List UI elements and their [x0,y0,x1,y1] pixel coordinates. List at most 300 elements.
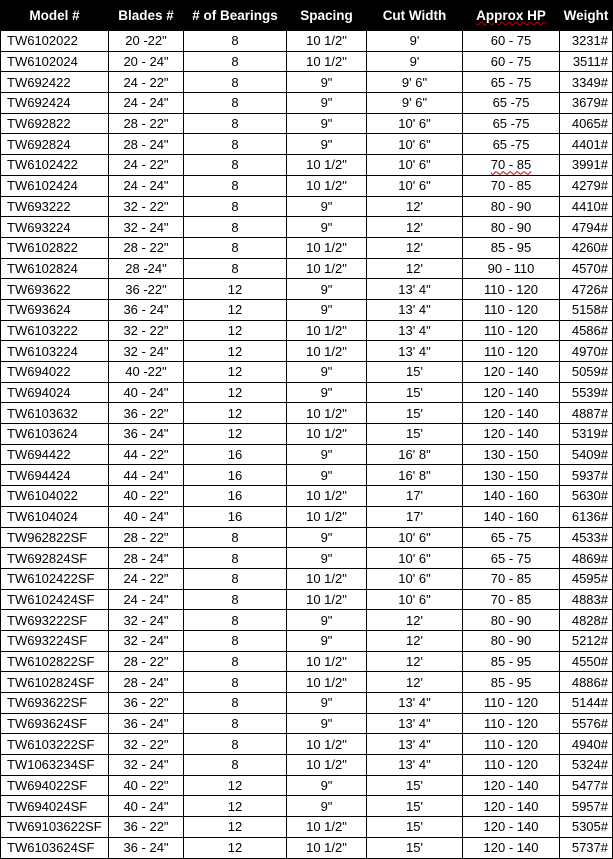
cell-model: TW693622SF [1,693,109,714]
cell-spacing: 10 1/2" [287,403,367,424]
cell-model: TW6102822 [1,237,109,258]
cell-bearings: 16 [184,506,287,527]
cell-blades: 36 - 22" [109,403,184,424]
table-body [1,31,613,859]
cell-weight: 4970# [560,341,613,362]
cell-weight: 5158# [560,299,613,320]
cell-weight: 5305# [560,817,613,838]
cell-cut-width: 15' [367,424,463,445]
table-row [1,320,613,341]
header-blades: Blades # [109,1,184,31]
cell-weight: 5059# [560,362,613,383]
cell-cut-width: 9' [367,51,463,72]
cell-model: TW1063234SF [1,755,109,776]
cell-weight: 4279# [560,175,613,196]
table-row [1,527,613,548]
cell-spacing: 9" [287,362,367,383]
cell-approx-hp: 80 - 90 [463,217,560,238]
table-row [1,258,613,279]
cell-cut-width: 13' 4" [367,299,463,320]
cell-blades: 40 - 24" [109,506,184,527]
cell-model: TW6102824SF [1,672,109,693]
cell-cut-width: 16' 8" [367,444,463,465]
cell-weight: 4401# [560,134,613,155]
cell-cut-width: 10' 6" [367,175,463,196]
cell-blades: 40 - 24" [109,382,184,403]
cell-approx-hp: 70 - 85 [463,175,560,196]
cell-spacing: 9" [287,279,367,300]
cell-spacing: 9" [287,382,367,403]
header-approx-hp-label: Approx HP [476,8,546,23]
table-row [1,424,613,445]
cell-blades: 24 - 22" [109,72,184,93]
cell-weight: 5957# [560,796,613,817]
cell-spacing: 10 1/2" [287,155,367,176]
cell-model: TW6102422SF [1,568,109,589]
cell-bearings: 8 [184,755,287,776]
cell-cut-width: 12' [367,651,463,672]
table-row [1,672,613,693]
cell-bearings: 8 [184,134,287,155]
cell-weight: 3679# [560,93,613,114]
cell-approx-hp: 110 - 120 [463,279,560,300]
cell-bearings: 8 [184,713,287,734]
cell-weight: 4065# [560,113,613,134]
cell-approx-hp: 65 -75 [463,113,560,134]
cell-blades: 44 - 24" [109,465,184,486]
cell-weight: 4869# [560,548,613,569]
cell-spacing: 9" [287,465,367,486]
cell-spacing: 9" [287,93,367,114]
cell-model: TW692422 [1,72,109,93]
cell-spacing: 10 1/2" [287,31,367,52]
cell-spacing: 10 1/2" [287,258,367,279]
cell-approx-hp: 80 - 90 [463,196,560,217]
cell-cut-width: 9' 6" [367,72,463,93]
table-row [1,796,613,817]
cell-weight: 3231# [560,31,613,52]
cell-bearings: 8 [184,31,287,52]
cell-weight: 3511# [560,51,613,72]
cell-weight: 5409# [560,444,613,465]
cell-approx-hp: 120 - 140 [463,424,560,445]
cell-bearings: 12 [184,362,287,383]
cell-approx-hp: 120 - 140 [463,837,560,858]
table-row [1,279,613,300]
cell-model: TW69103622SF [1,817,109,838]
cell-approx-hp: 110 - 120 [463,320,560,341]
cell-blades: 40 -22" [109,362,184,383]
cell-model: TW693624SF [1,713,109,734]
cell-approx-hp: 90 - 110 [463,258,560,279]
cell-spacing: 9" [287,796,367,817]
cell-approx-hp: 85 - 95 [463,651,560,672]
cell-approx-hp: 65 - 75 [463,72,560,93]
cell-model: TW6104022 [1,486,109,507]
table-row [1,362,613,383]
cell-blades: 28 - 24" [109,548,184,569]
header-spacing: Spacing [287,1,367,31]
table-row [1,175,613,196]
table-row [1,134,613,155]
table-row [1,341,613,362]
cell-cut-width: 17' [367,486,463,507]
cell-approx-hp: 80 - 90 [463,630,560,651]
cell-model: TW693622 [1,279,109,300]
table-row [1,382,613,403]
cell-approx-hp: 80 - 90 [463,610,560,631]
cell-blades: 28 - 22" [109,237,184,258]
cell-model: TW694024 [1,382,109,403]
cell-approx-hp: 110 - 120 [463,755,560,776]
cell-model: TW692824 [1,134,109,155]
cell-bearings: 8 [184,113,287,134]
header-cut-width: Cut Width [367,1,463,31]
cell-cut-width: 12' [367,630,463,651]
cell-blades: 36 - 24" [109,837,184,858]
cell-blades: 36 - 22" [109,817,184,838]
cell-spacing: 10 1/2" [287,424,367,445]
cell-approx-hp: 110 - 120 [463,713,560,734]
cell-bearings: 12 [184,837,287,858]
table-row [1,155,613,176]
cell-blades: 24 - 24" [109,93,184,114]
cell-spacing: 9" [287,610,367,631]
cell-spacing: 10 1/2" [287,672,367,693]
cell-approx-hp: 65 - 75 [463,548,560,569]
cell-weight: 5144# [560,693,613,714]
cell-weight: 4886# [560,672,613,693]
cell-approx-hp: 110 - 120 [463,341,560,362]
cell-weight: 5477# [560,775,613,796]
cell-spacing: 9" [287,527,367,548]
cell-blades: 32 - 24" [109,610,184,631]
cell-spacing: 10 1/2" [287,486,367,507]
cell-cut-width: 9' 6" [367,93,463,114]
header-weight: Weight [560,1,613,31]
cell-approx-hp-text: 70 - 85 [490,157,532,173]
cell-blades: 28 - 24" [109,134,184,155]
cell-approx-hp: 110 - 120 [463,734,560,755]
cell-approx-hp: 110 - 120 [463,299,560,320]
cell-weight: 4595# [560,568,613,589]
cell-approx-hp: 140 - 160 [463,506,560,527]
cell-cut-width: 12' [367,237,463,258]
table-row [1,486,613,507]
cell-blades: 36 - 24" [109,713,184,734]
table-row [1,755,613,776]
cell-approx-hp: 120 - 140 [463,775,560,796]
cell-cut-width: 12' [367,610,463,631]
cell-cut-width: 13' 4" [367,341,463,362]
cell-cut-width: 12' [367,217,463,238]
cell-approx-hp: 60 - 75 [463,31,560,52]
cell-weight: 4586# [560,320,613,341]
cell-blades: 32 - 24" [109,630,184,651]
cell-bearings: 8 [184,589,287,610]
cell-blades: 28 - 22" [109,651,184,672]
cell-weight: 3349# [560,72,613,93]
cell-spacing: 9" [287,775,367,796]
cell-approx-hp: 60 - 75 [463,51,560,72]
cell-cut-width: 10' 6" [367,589,463,610]
cell-blades: 28 -24" [109,258,184,279]
table-row [1,217,613,238]
table-row [1,817,613,838]
cell-weight: 4940# [560,734,613,755]
cell-spacing: 9" [287,444,367,465]
cell-bearings: 8 [184,672,287,693]
cell-cut-width: 10' 6" [367,113,463,134]
table-row [1,403,613,424]
cell-spacing: 9" [287,217,367,238]
table-row [1,72,613,93]
cell-weight: 4887# [560,403,613,424]
cell-spacing: 10 1/2" [287,589,367,610]
cell-approx-hp: 85 - 95 [463,672,560,693]
cell-cut-width: 10' 6" [367,155,463,176]
cell-blades: 40 - 22" [109,775,184,796]
cell-blades: 24 - 24" [109,175,184,196]
cell-cut-width: 13' 4" [367,279,463,300]
cell-cut-width: 13' 4" [367,734,463,755]
cell-cut-width: 17' [367,506,463,527]
cell-approx-hp: 65 -75 [463,93,560,114]
cell-model: TW6103222 [1,320,109,341]
cell-weight: 3991# [560,155,613,176]
header-row [1,1,613,31]
table-row [1,299,613,320]
cell-spacing: 10 1/2" [287,755,367,776]
cell-weight: 4533# [560,527,613,548]
table-row [1,506,613,527]
cell-spacing: 9" [287,134,367,155]
cell-weight: 4726# [560,279,613,300]
cell-cut-width: 15' [367,362,463,383]
cell-model: TW6103632 [1,403,109,424]
cell-bearings: 8 [184,258,287,279]
cell-bearings: 8 [184,568,287,589]
cell-cut-width: 13' 4" [367,693,463,714]
cell-blades: 20 -22" [109,31,184,52]
cell-bearings: 12 [184,424,287,445]
cell-blades: 36 - 24" [109,424,184,445]
cell-model: TW6103222SF [1,734,109,755]
cell-model: TW6102022 [1,31,109,52]
cell-bearings: 16 [184,465,287,486]
cell-bearings: 8 [184,175,287,196]
cell-cut-width: 12' [367,196,463,217]
cell-bearings: 12 [184,817,287,838]
cell-bearings: 8 [184,651,287,672]
table-row [1,610,613,631]
cell-cut-width: 15' [367,775,463,796]
table-row [1,51,613,72]
cell-bearings: 8 [184,217,287,238]
cell-bearings: 12 [184,382,287,403]
cell-model: TW693624 [1,299,109,320]
cell-blades: 32 - 22" [109,320,184,341]
cell-spacing: 9" [287,113,367,134]
cell-spacing: 10 1/2" [287,837,367,858]
cell-weight: 5737# [560,837,613,858]
cell-weight: 4794# [560,217,613,238]
table-row [1,837,613,858]
cell-bearings: 8 [184,155,287,176]
cell-spacing: 10 1/2" [287,568,367,589]
cell-spacing: 10 1/2" [287,817,367,838]
cell-blades: 20 - 24" [109,51,184,72]
header-approx-hp [463,1,560,31]
table-row [1,196,613,217]
table-row [1,465,613,486]
cell-approx-hp: 65 -75 [463,134,560,155]
cell-model: TW694424 [1,465,109,486]
cell-blades: 36 -22" [109,279,184,300]
cell-cut-width: 16' 8" [367,465,463,486]
cell-cut-width: 12' [367,258,463,279]
cell-bearings: 12 [184,279,287,300]
cell-blades: 32 - 22" [109,196,184,217]
cell-model: TW6102424 [1,175,109,196]
cell-approx-hp: 120 - 140 [463,403,560,424]
table-row [1,589,613,610]
cell-model: TW693224SF [1,630,109,651]
cell-weight: 5212# [560,630,613,651]
cell-cut-width: 15' [367,817,463,838]
cell-blades: 32 - 24" [109,755,184,776]
cell-spacing: 9" [287,72,367,93]
cell-bearings: 8 [184,72,287,93]
cell-approx-hp: 130 - 150 [463,465,560,486]
cell-blades: 36 - 24" [109,299,184,320]
cell-cut-width: 13' 4" [367,713,463,734]
cell-approx-hp: 110 - 120 [463,693,560,714]
cell-model: TW6104024 [1,506,109,527]
cell-model: TW6102822SF [1,651,109,672]
cell-cut-width: 12' [367,672,463,693]
cell-model: TW693222SF [1,610,109,631]
cell-model: TW6102024 [1,51,109,72]
table-row [1,444,613,465]
cell-model: TW962822SF [1,527,109,548]
cell-spacing: 9" [287,196,367,217]
table-row [1,734,613,755]
cell-approx-hp: 140 - 160 [463,486,560,507]
cell-approx-hp: 130 - 150 [463,444,560,465]
table-row [1,93,613,114]
cell-approx-hp: 65 - 75 [463,527,560,548]
cell-bearings: 8 [184,548,287,569]
cell-weight: 5539# [560,382,613,403]
cell-spacing: 10 1/2" [287,734,367,755]
cell-approx-hp: 85 - 95 [463,237,560,258]
cell-cut-width: 13' 4" [367,755,463,776]
cell-bearings: 8 [184,630,287,651]
cell-cut-width: 10' 6" [367,548,463,569]
cell-bearings: 12 [184,341,287,362]
table-row [1,568,613,589]
table-row [1,651,613,672]
header-model: Model # [1,1,109,31]
cell-model: TW6103624SF [1,837,109,858]
cell-model: TW6102424SF [1,589,109,610]
cell-blades: 32 - 24" [109,341,184,362]
cell-bearings: 12 [184,320,287,341]
cell-bearings: 8 [184,93,287,114]
cell-blades: 32 - 24" [109,217,184,238]
cell-bearings: 8 [184,196,287,217]
cell-approx-hp: 70 - 85 [463,568,560,589]
cell-blades: 24 - 24" [109,589,184,610]
table-row [1,713,613,734]
cell-spacing: 10 1/2" [287,237,367,258]
cell-cut-width: 10' 6" [367,134,463,155]
cell-spacing: 9" [287,713,367,734]
cell-bearings: 12 [184,775,287,796]
cell-cut-width: 10' 6" [367,527,463,548]
cell-weight: 4410# [560,196,613,217]
cell-bearings: 8 [184,693,287,714]
cell-model: TW692822 [1,113,109,134]
cell-spacing: 9" [287,548,367,569]
cell-spacing: 10 1/2" [287,506,367,527]
cell-model: TW692424 [1,93,109,114]
cell-model: TW694024SF [1,796,109,817]
cell-bearings: 16 [184,444,287,465]
cell-blades: 44 - 22" [109,444,184,465]
cell-blades: 40 - 22" [109,486,184,507]
cell-weight: 6136# [560,506,613,527]
cell-spacing: 10 1/2" [287,51,367,72]
cell-blades: 40 - 24" [109,796,184,817]
cell-bearings: 8 [184,51,287,72]
table-row [1,113,613,134]
cell-bearings: 8 [184,237,287,258]
cell-cut-width: 15' [367,796,463,817]
cell-cut-width: 10' 6" [367,568,463,589]
cell-blades: 32 - 22" [109,734,184,755]
cell-approx-hp [463,155,560,176]
cell-model: TW6103224 [1,341,109,362]
cell-blades: 24 - 22" [109,568,184,589]
cell-approx-hp: 120 - 140 [463,796,560,817]
cell-blades: 28 - 24" [109,672,184,693]
cell-blades: 36 - 22" [109,693,184,714]
cell-weight: 4828# [560,610,613,631]
cell-blades: 28 - 22" [109,527,184,548]
cell-model: TW693222 [1,196,109,217]
cell-bearings: 8 [184,734,287,755]
cell-model: TW6103624 [1,424,109,445]
cell-blades: 28 - 22" [109,113,184,134]
cell-bearings: 16 [184,486,287,507]
cell-cut-width: 13' 4" [367,320,463,341]
cell-weight: 4550# [560,651,613,672]
cell-weight: 4260# [560,237,613,258]
cell-bearings: 8 [184,610,287,631]
cell-weight: 4883# [560,589,613,610]
cell-bearings: 12 [184,403,287,424]
cell-model: TW694022 [1,362,109,383]
table-row [1,548,613,569]
cell-cut-width: 15' [367,403,463,424]
header-bearings: # of Bearings [184,1,287,31]
cell-model: TW694022SF [1,775,109,796]
cell-blades: 24 - 22" [109,155,184,176]
cell-cut-width: 9' [367,31,463,52]
cell-spacing: 9" [287,693,367,714]
